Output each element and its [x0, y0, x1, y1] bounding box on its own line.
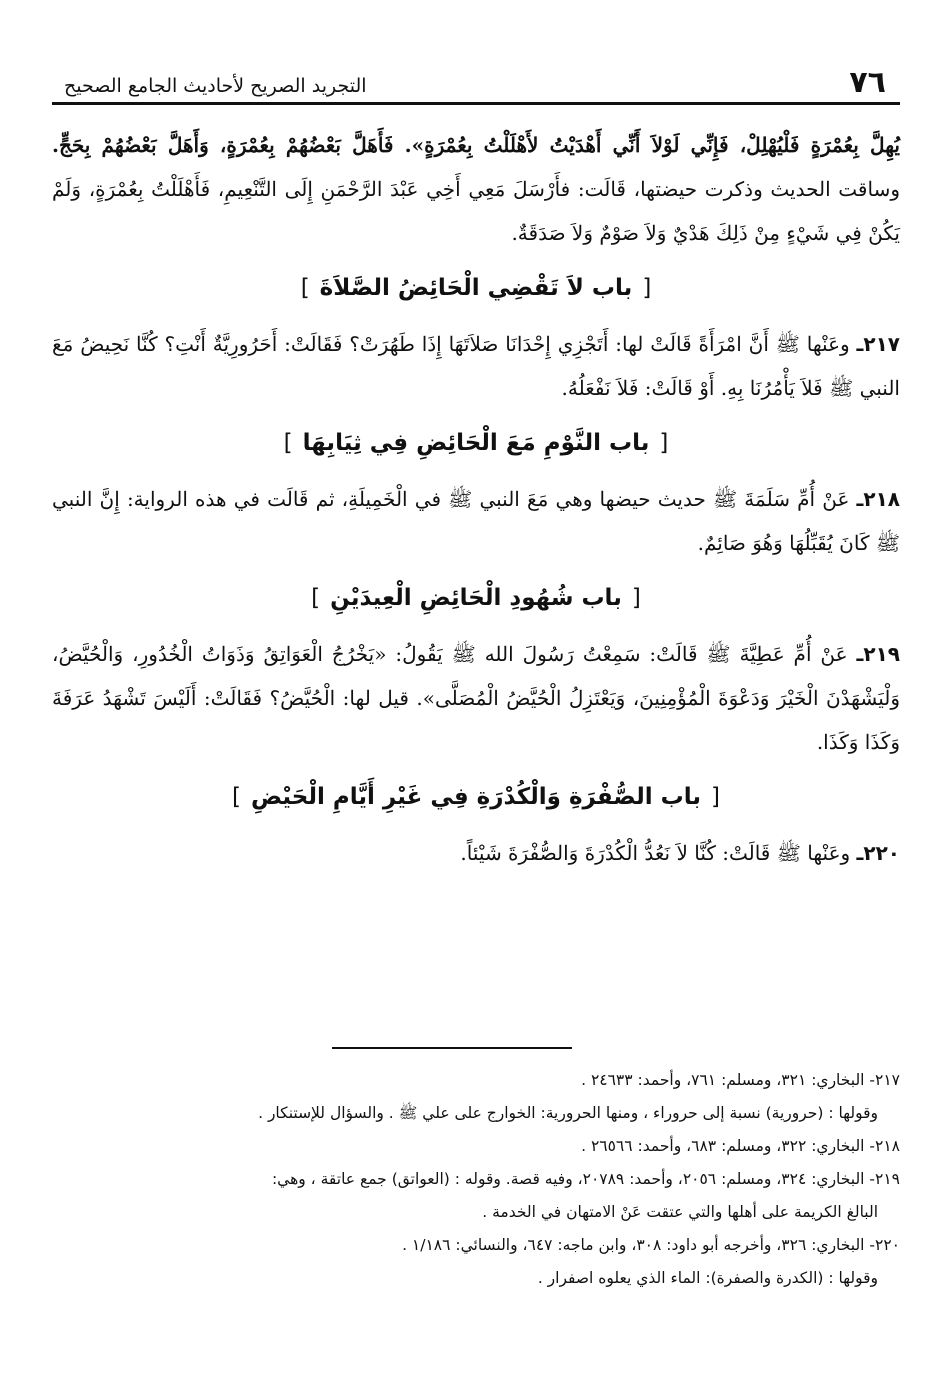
hadith-number: ٢١٨ـ: [856, 487, 900, 511]
footnote: ٢١٩- البخاري: ٣٢٤، ومسلم: ٢٠٥٦، وأحمد: ٢٠٧٨٩، وفيه قصة. وقوله : (العواتق) جمع عاتقة ، وهي:: [271, 1170, 900, 1188]
hadith-text: وعَنْها ﷺ أَنَّ امْرَأَةً قَالَتْ لها: أَتَجْزِي إِحْدَانَا صَلاَتَهَا إِذَا طَهُرَتْ؟ فَقَالَتْ: أَحَرُورِيَّةٌ أَنْتِ؟ كُنَّا نَحِيضُ مَعَ النبي ﷺ فَلاَ يَأْمُرُنَا بِهِ. أَوْ قَالَتْ: فَلاَ نَفْعَلُهُ.: [52, 332, 900, 400]
chapter-title: باب الصُّفْرَةِ وَالْكُدْرَةِ فِي غَيْرِ أَيَّامِ الْحَيْضِ: [251, 784, 701, 810]
hadith-paragraph: [52, 477, 900, 565]
page-body: [52, 123, 900, 875]
hadith-number: ٢١٧ـ: [856, 332, 900, 356]
footnote: ٢٢٠- البخاري: ٣٢٦، وأخرجه أبو داود: ٣٠٨، وابن ماجه: ٦٤٧، والنسائي: ١/١٨٦ .: [402, 1236, 900, 1254]
chapter-heading: [باب لاَ تَقْضِي الْحَائِضُ الصَّلاَةَ]: [300, 275, 652, 301]
continuation-bold-text: يُهِلَّ بِعُمْرَةٍ فَلْيُهْلِلْ، فَإِنِّي لَوْلاَ أَنِّي أَهْدَيْتُ لأَهْلَلْتُ بِعُمْرَةٍ». فَأَهَلَّ بَعْضُهُمْ بِعُمْرَةٍ، وَأَهَلَّ بَعْضُهُمْ بِحَجٍّ.: [52, 133, 900, 157]
continuation-paragraph: [52, 123, 900, 255]
chapter-title: باب النَّوْمِ مَعَ الْحَائِضِ فِي ثِيَابِهَا: [302, 430, 650, 456]
chapter-title: باب لاَ تَقْضِي الْحَائِضُ الصَّلاَةَ: [319, 275, 633, 301]
footnote: ٢١٧- البخاري: ٣٢١، ومسلم: ٧٦١، وأحمد: ٢٤٦٣٣ .: [581, 1071, 900, 1089]
footnotes: [52, 1064, 900, 1295]
footnote-divider: [332, 1047, 572, 1049]
chapter-heading: [باب النَّوْمِ مَعَ الْحَائِضِ فِي ثِيَابِهَا]: [283, 430, 669, 456]
book-page: [52, 52, 900, 1352]
hadith-text: عَنْ أُمِّ سَلَمَةَ ﷺ حديث حيضها وهي مَعَ النبي ﷺ في الْخَمِيلَةِ، ثم قَالَت في هذه الرواية: إِنَّ النبي ﷺ كَانَ يُقَبِّلُهَا وَهُوَ صَائِمٌ.: [52, 487, 900, 555]
hadith-paragraph: [52, 632, 900, 764]
footnote: وقولها : (حرورية) نسبة إلى حروراء ، ومنها الحرورية: الخوارج على علي ﷺ . والسؤال للإستنكار .: [258, 1104, 878, 1122]
hadith-number: ٢١٩ـ: [856, 642, 900, 666]
hadith-paragraph: [52, 322, 900, 410]
chapter-title: باب شُهُودِ الْحَائِضِ الْعِيدَيْنِ: [330, 585, 622, 611]
running-title: التجريد الصريح لأحاديث الجامع الصحيح: [64, 75, 367, 97]
chapter-heading: [باب الصُّفْرَةِ وَالْكُدْرَةِ فِي غَيْرِ أَيَّامِ الْحَيْضِ]: [232, 784, 720, 810]
hadith-text: وعَنْها ﷺ قَالَتْ: كُنَّا لاَ نَعُدُّ الْكُدْرَةَ وَالصُّفْرَةَ شَيْئاً.: [460, 841, 851, 865]
hadith-paragraph: [52, 831, 900, 875]
page-header: [52, 52, 900, 105]
hadith-number: ٢٢٠ـ: [856, 841, 900, 865]
page-number: ٧٦: [849, 65, 886, 100]
chapter-heading: [باب شُهُودِ الْحَائِضِ الْعِيدَيْنِ]: [311, 585, 641, 611]
footnote: وقولها : (الكدرة والصفرة): الماء الذي يعلوه اصفرار .: [537, 1269, 878, 1287]
hadith-text: عَنْ أُمِّ عَطِيَّةَ ﷺ قَالَتْ: سَمِعْتُ رَسُولَ الله ﷺ يَقُولُ: «يَخْرُجُ الْعَوَاتِقُ وَذَوَاتُ الْخُدُورِ، وَالْحُيَّضُ، وَلْيَشْهَدْنَ الْخَيْرَ وَدَعْوَةَ الْمُؤْمِنِينَ، وَيَعْتَزِلُ الْحُيَّضُ الْمُصَلَّى». قيل لها: الْحُيَّضُ؟ فَقَالَتْ: أَلَيْسَ تَشْهَدُ عَرَفَةَ وَكَذَا وَكَذَا.: [52, 642, 900, 754]
footnote: ٢١٨- البخاري: ٣٢٢، ومسلم: ٦٨٣، وأحمد: ٢٦٥٦٦ .: [581, 1137, 900, 1155]
continuation-text: وساقت الحديث وذكرت حيضتها، قَالَت: فأَرْسَلَ مَعِي أَخِي عَبْدَ الرَّحْمَنِ إِلَى التَّنْعِيمِ، فَأَهْلَلْتُ بِعُمْرَةٍ، وَلَمْ يَكُنْ فِي شَيْءٍ مِنْ ذَلِكَ هَدْيٌ وَلاَ صَوْمٌ وَلاَ صَدَقَةٌ.: [52, 177, 900, 245]
footnote: البالغ الكريمة على أهلها والتي عتقت عَنْ الامتهان في الخدمة .: [482, 1203, 878, 1221]
